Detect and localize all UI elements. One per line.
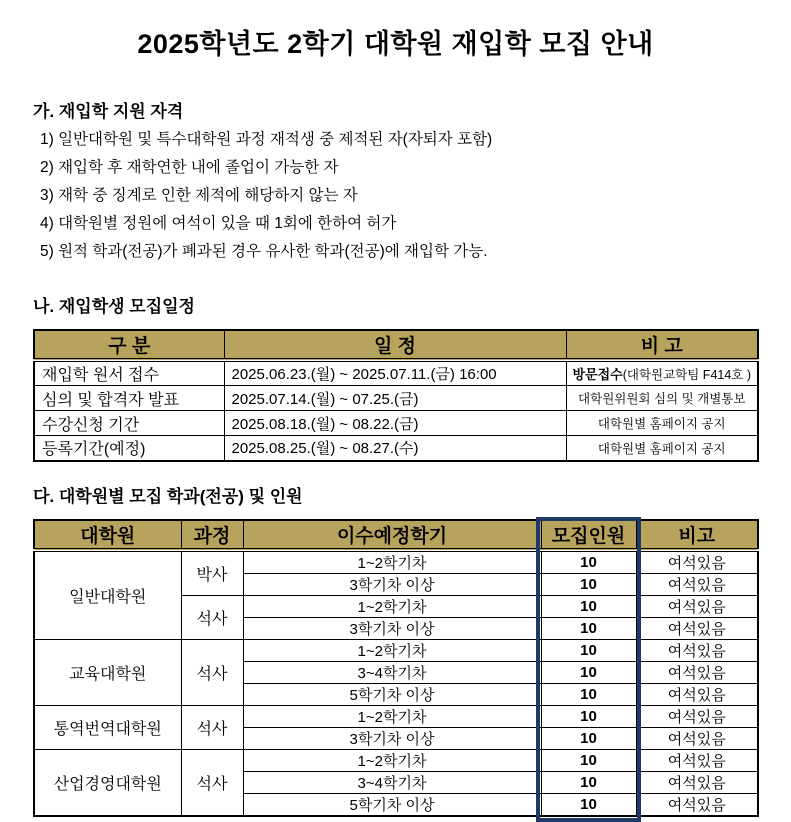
- quota-header-note: 비고: [636, 520, 758, 550]
- quota-table-wrapper: [33, 519, 757, 817]
- schedule-note: 대학원위원회 심의 및 개별통보: [566, 386, 758, 411]
- schedule-row: [34, 360, 758, 386]
- quota-cell: 10: [541, 661, 636, 683]
- quota-header-row: [34, 520, 758, 550]
- eligibility-item: 4) 대학원별 정원에 여석이 있을 때 1회에 한하여 허가: [40, 215, 397, 232]
- schedule-category: 수강신청 기간: [34, 411, 224, 436]
- quota-header-grad-school: 대학원: [34, 520, 181, 550]
- semester-cell: 1~2학기차: [243, 550, 541, 574]
- quota-row: [34, 749, 758, 771]
- schedule-dates: 2025.07.14.(월) ~ 07.25.(금): [224, 386, 566, 411]
- semester-cell: 1~2학기차: [243, 639, 541, 661]
- schedule-category: 심의 및 합격자 발표: [34, 386, 224, 411]
- eligibility-item: 5) 원적 학과(전공)가 폐과된 경우 유사한 학과(전공)에 재입학 가능.: [40, 243, 488, 260]
- semester-cell: 3~4학기차: [243, 771, 541, 793]
- quota-table: [33, 519, 759, 817]
- quota-cell: 10: [541, 683, 636, 705]
- note-cell: 여석있음: [636, 639, 758, 661]
- program-cell: 박사: [181, 550, 243, 596]
- grad-school-cell: 산업경영대학원: [34, 749, 181, 816]
- schedule-header-dates: 일 정: [224, 330, 566, 360]
- page-title: 2025학년도 2학기 대학원 재입학 모집 안내: [137, 29, 654, 59]
- note-cell: 여석있음: [636, 573, 758, 595]
- section-b-heading: 나. 재입학생 모집일정: [33, 297, 195, 316]
- schedule-note-rest: (대학원교학팀 F414호 ): [622, 368, 752, 382]
- semester-cell: 3학기차 이상: [243, 727, 541, 749]
- notice-document: [0, 22, 791, 817]
- section-quota: [33, 482, 758, 817]
- note-cell: 여석있음: [636, 727, 758, 749]
- section-a-heading: 가. 재입학 지원 자격: [33, 102, 184, 121]
- note-cell: 여석있음: [636, 705, 758, 727]
- section-eligibility: [33, 97, 758, 266]
- schedule-table: [33, 329, 759, 462]
- schedule-header-row: [34, 330, 758, 360]
- note-cell: 여석있음: [636, 683, 758, 705]
- schedule-row: [34, 411, 758, 436]
- schedule-dates: 2025.06.23.(월) ~ 2025.07.11.(금) 16:00: [224, 360, 566, 386]
- semester-cell: 1~2학기차: [243, 595, 541, 617]
- quota-cell: 10: [541, 771, 636, 793]
- quota-cell: 10: [541, 639, 636, 661]
- quota-cell: 10: [541, 595, 636, 617]
- semester-cell: 3~4학기차: [243, 661, 541, 683]
- quota-header-program: 과정: [181, 520, 243, 550]
- grad-school-cell: 일반대학원: [34, 550, 181, 640]
- schedule-header-category: 구 분: [34, 330, 224, 360]
- section-schedule: [33, 292, 758, 462]
- schedule-dates: 2025.08.25.(월) ~ 08.27.(수): [224, 436, 566, 461]
- note-cell: 여석있음: [636, 550, 758, 574]
- note-cell: 여석있음: [636, 661, 758, 683]
- schedule-category: 재입학 원서 접수: [34, 360, 224, 386]
- eligibility-item: 1) 일반대학원 및 특수대학원 과정 재적생 중 제적된 자(자퇴자 포함): [40, 131, 493, 148]
- semester-cell: 3학기차 이상: [243, 617, 541, 639]
- schedule-note: 대학원별 홈페이지 공지: [566, 436, 758, 461]
- quota-row: [34, 705, 758, 727]
- quota-row: [34, 550, 758, 574]
- semester-cell: 3학기차 이상: [243, 573, 541, 595]
- program-cell: 석사: [181, 705, 243, 749]
- semester-cell: 5학기차 이상: [243, 683, 541, 705]
- grad-school-cell: 통역번역대학원: [34, 705, 181, 749]
- schedule-dates: 2025.08.18.(월) ~ 08.22.(금): [224, 411, 566, 436]
- quota-header-semester: 이수예정학기: [243, 520, 541, 550]
- quota-header-quota: 모집인원: [541, 520, 636, 550]
- schedule-row: [34, 436, 758, 461]
- quota-cell: 10: [541, 550, 636, 574]
- program-cell: 석사: [181, 639, 243, 705]
- note-cell: 여석있음: [636, 595, 758, 617]
- schedule-note: [566, 360, 758, 386]
- quota-row: [34, 639, 758, 661]
- schedule-note-bold: 방문접수: [572, 367, 623, 382]
- schedule-category: 등록기간(예정): [34, 436, 224, 461]
- program-cell: 석사: [181, 595, 243, 639]
- section-c-heading: 다. 대학원별 모집 학과(전공) 및 인원: [33, 486, 303, 506]
- eligibility-list: [33, 126, 758, 266]
- note-cell: 여석있음: [636, 793, 758, 816]
- quota-cell: 10: [541, 793, 636, 816]
- quota-cell: 10: [541, 727, 636, 749]
- note-cell: 여석있음: [636, 771, 758, 793]
- grad-school-cell: 교육대학원: [34, 639, 181, 705]
- note-cell: 여석있음: [636, 617, 758, 639]
- eligibility-item: 3) 재학 중 징계로 인한 제적에 해당하지 않는 자: [40, 187, 358, 204]
- semester-cell: 1~2학기차: [243, 749, 541, 771]
- note-cell: 여석있음: [636, 749, 758, 771]
- quota-cell: 10: [541, 617, 636, 639]
- program-cell: 석사: [181, 749, 243, 816]
- schedule-row: [34, 386, 758, 411]
- quota-cell: 10: [541, 749, 636, 771]
- semester-cell: 5학기차 이상: [243, 793, 541, 816]
- schedule-header-note: 비 고: [566, 330, 758, 360]
- eligibility-item: 2) 재입학 후 재학연한 내에 졸업이 가능한 자: [40, 159, 339, 176]
- quota-cell: 10: [541, 573, 636, 595]
- quota-cell: 10: [541, 705, 636, 727]
- schedule-note: 대학원별 홈페이지 공지: [566, 411, 758, 436]
- semester-cell: 1~2학기차: [243, 705, 541, 727]
